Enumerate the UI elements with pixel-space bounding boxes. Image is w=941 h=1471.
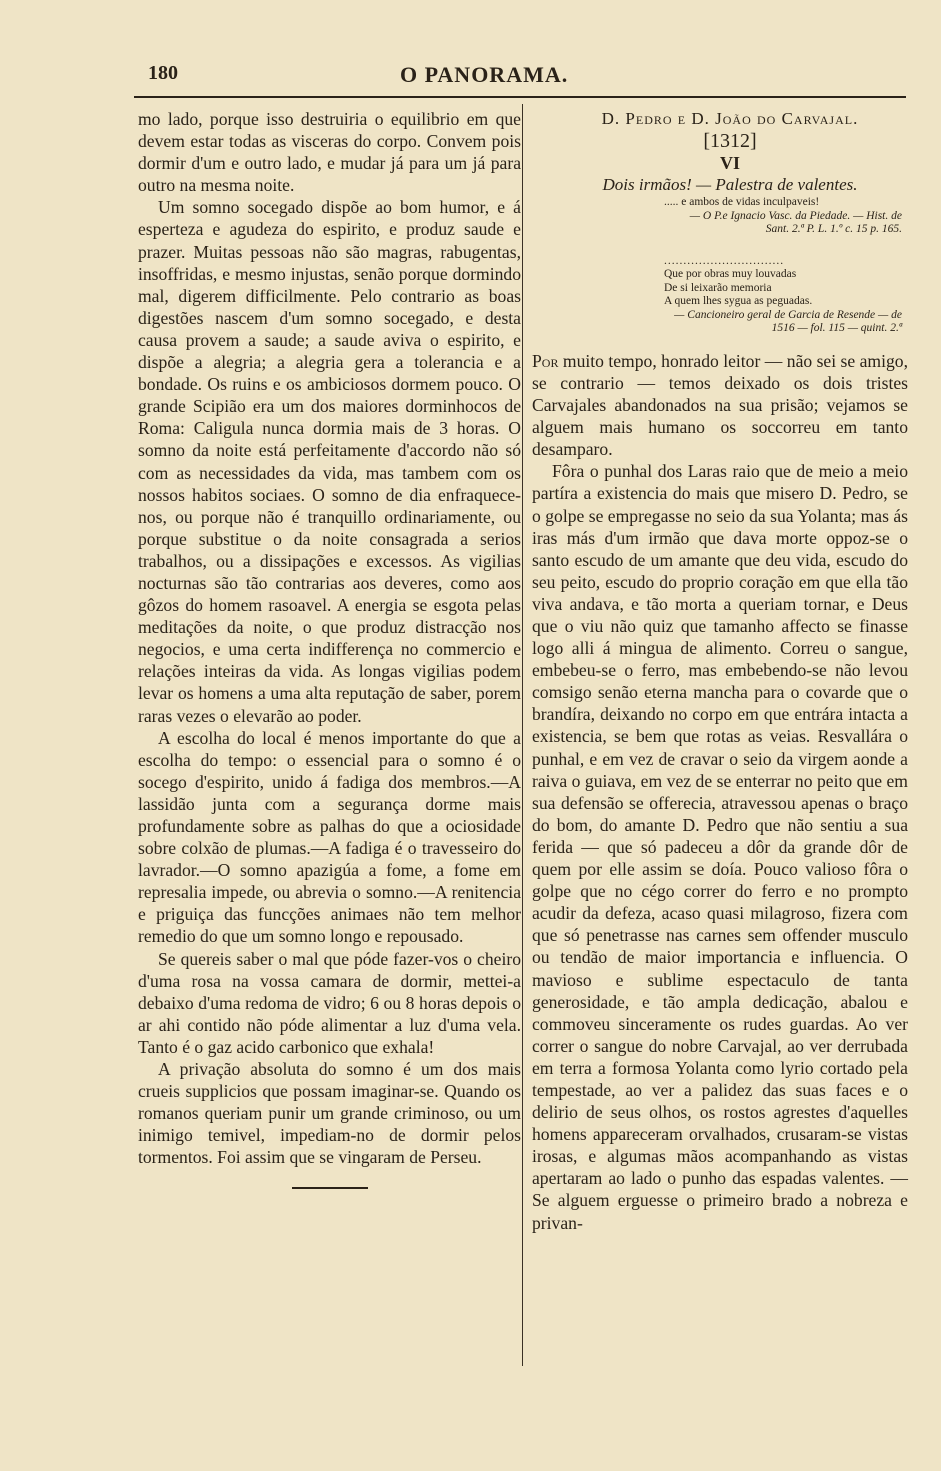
paragraph: A privação absoluta do somno é um dos mais crueis supplicios que possam imaginar-se. Quando os romanos queriam punir um grande criminoso, ou um inimigo temivel, impediam-no de dormir pelos tormentos. Foi assim que se vingaram de Perseu. [138, 1059, 521, 1168]
epigraph-line: De si leixarão memoria [664, 281, 772, 294]
page-number: 180 [148, 62, 178, 84]
epigraph-1 [664, 196, 902, 237]
column-divider [522, 104, 523, 1366]
paragraph-text: muito tempo, honrado leitor — não sei se amigo, se contrario — temos deixado os dois tristes Carvajales abandonados na sua prisão; vejamos se alguem mais humano os soccorreu em tanto desamparo. [532, 350, 908, 460]
paragraph: Fôra o punhal dos Laras raio que de meio a meio partíra a existencia do mais que misero D. Pedro, se o golpe se empregasse no seio da sua Yolanta; mas ás iras más d'um irmão que dava morte oppoz-se o santo escudo de um amante que deu vida, escudo do seu peito, escudo do proprio coração em que ella tão viva andava, e tão morta a queriam tornar, e Deus que o viu não quiz que tamanho affecto se finasse logo alli á mingua de alimento. Correu o sangue, embebeu-se o ferro, mas embebendo-se não levou comsigo senão eterna mancha para o covarde que o brandíra, deixando no corpo em que entrára intacta a existencia, se bem que rotas as veias. Resvallára o punhal, e em vez de cravar o seio da virgem aonde a raiva o guiava, em vez de se enterrar no peito que em sua defensão se offerecia, atravessou apenas o braço do bom, do amante D. Pedro que não sentiu a sua ferida — que só padeceu a dôr da grande dôr de quem por elle assim se doía. Pouco valioso fôra o golpe que no cégo correr do ferro e no prompto acudir da defeza, acaso quasi milagroso, fizera com que só penetrasse nas carnes sem offender musculo ou tendão de maior importancia e influencia. O mavioso e sublime espectaculo de tanta generosidade, e tão ampla dedicação, abalou e commoveu sinceramente os rudes guardas. Ao ver correr o sangue do nobre Carvajal, ao ver derrubada em terra a formosa Yolanta como lyrio cortado pela tempestade, ao ver a palidez das suas faces e o delirio de seus olhos, os rostos agrestes d'aquelles homens appareceram orvalhados, crusaram-se vistas irosas, e algumas mãos acompanhando as vistas apertaram ao lado o punho das espadas valentes. — Se alguem erguesse o primeiro brado a nobreza e privan- [532, 461, 908, 1233]
epigraph-line: Que por obras muy louvadas [664, 268, 797, 281]
paragraph: mo lado, porque isso destruiria o equilibrio em que devem estar todas as visceras do corpo. Convem pois dormir d'um e outro lado, e mudar já para um já para outro na mesma noite. [138, 109, 521, 196]
epigraph-text: ..... e ambos de vidas inculpaveis! [664, 196, 820, 209]
epigraph-2 [664, 255, 902, 336]
header-rule [134, 96, 906, 98]
paragraph: A escolha do local é menos importante do que a escolha do tempo: o essencial para o somno é o socego d'espirito, unido á fadiga dos membros.—A lassidão junta com a segurança dorme mais profundamente sobre as palhas do que a ociosidade sobre colxão de plumas.—A fadiga é o travesseiro do lavrador.—O somno apazigúa a fome, a fome em represalia impede, ou abrevia o somno.—A renitencia e priguiça das funcções animaes não tem melhor remedio do que um somno longo e repousado. [138, 727, 521, 947]
chapter-number: VI [719, 153, 740, 174]
paragraph [532, 350, 908, 460]
paragraph: Um somno socegado dispõe ao bom humor, e á esperteza e agudeza do espirito, e produz saude e prazer. Muitas pessoas não são magras, rabugentas, insoffridas, e mesmo injustas, senão porque dormindo mal, digerem difficilmente. Pelo contrario as boas digestões nascem d'um somno socegado, e desta causa provem a saude; a saude aviva o espirito, e dispõe a alegria; a alegria gera a tolerancia e a bondade. Os ruins e os ambiciosos dormem pouco. O grande Scipião era um dos maiores dorminhocos de Roma: Caligula nunca dormia mais de 3 horas. O somno da noite está perfeitamente d'accordo não só com as necessidades da vida, mas tambem com os nossos habitos sociaes. O somno de dia enfraquece-nos, ou porque não é tranquillo ordinariamente, ou porque substitue o da noite consagrada a serios trabalhos, ou a dissipações e excessos. As vigilias nocturnas são tão contrarias aos deveres, como aos gôzos do homem rasoavel. A energia se esgota pelas meditações da noite, o que produz distracção nos negocios, e uma certa indifferença no commercio e relações inteiras da vida. As longas vigilias podem levar os homens a uma alta reputação de saber, porem raras vezes o elevarão ao poder. [138, 197, 521, 726]
right-column [532, 108, 908, 1234]
paragraph: Se quereis saber o mal que póde fazer-vos o cheiro d'uma rosa na vossa camara de dormir, mettei-a debaixo d'uma redoma de vidro; 6 ou 8 horas depois o ar ahi contido não póde alimentar a luz d'uma vela. Tanto é o gaz acido carbonico que exhala! [138, 948, 521, 1057]
article-year: [1312] [703, 130, 757, 153]
chapter-subtitle: Dois irmãos! — Palestra de valentes. [602, 175, 858, 195]
lead-word: Por [532, 350, 559, 371]
section-end-rule [292, 1187, 368, 1189]
left-column [138, 108, 521, 1189]
epigraph-source: — O P.e Ignacio Vasc. da Piedade. — Hist. de Sant. 2.ª P. L. 1.º c. 15 p. 165. [689, 209, 902, 236]
epigraph-ellipsis: ............................... [664, 254, 785, 267]
running-title: O PANORAMA. [400, 62, 569, 87]
epigraph-line: A quem lhes sygua as peguadas. [664, 295, 813, 308]
article-title: D. Pedro e D. João do Carvajal. [601, 109, 859, 128]
epigraph-source: — Cancioneiro geral de Garcia de Resende — de 1516 — fol. 115 — quint. 2.ª [674, 308, 902, 335]
